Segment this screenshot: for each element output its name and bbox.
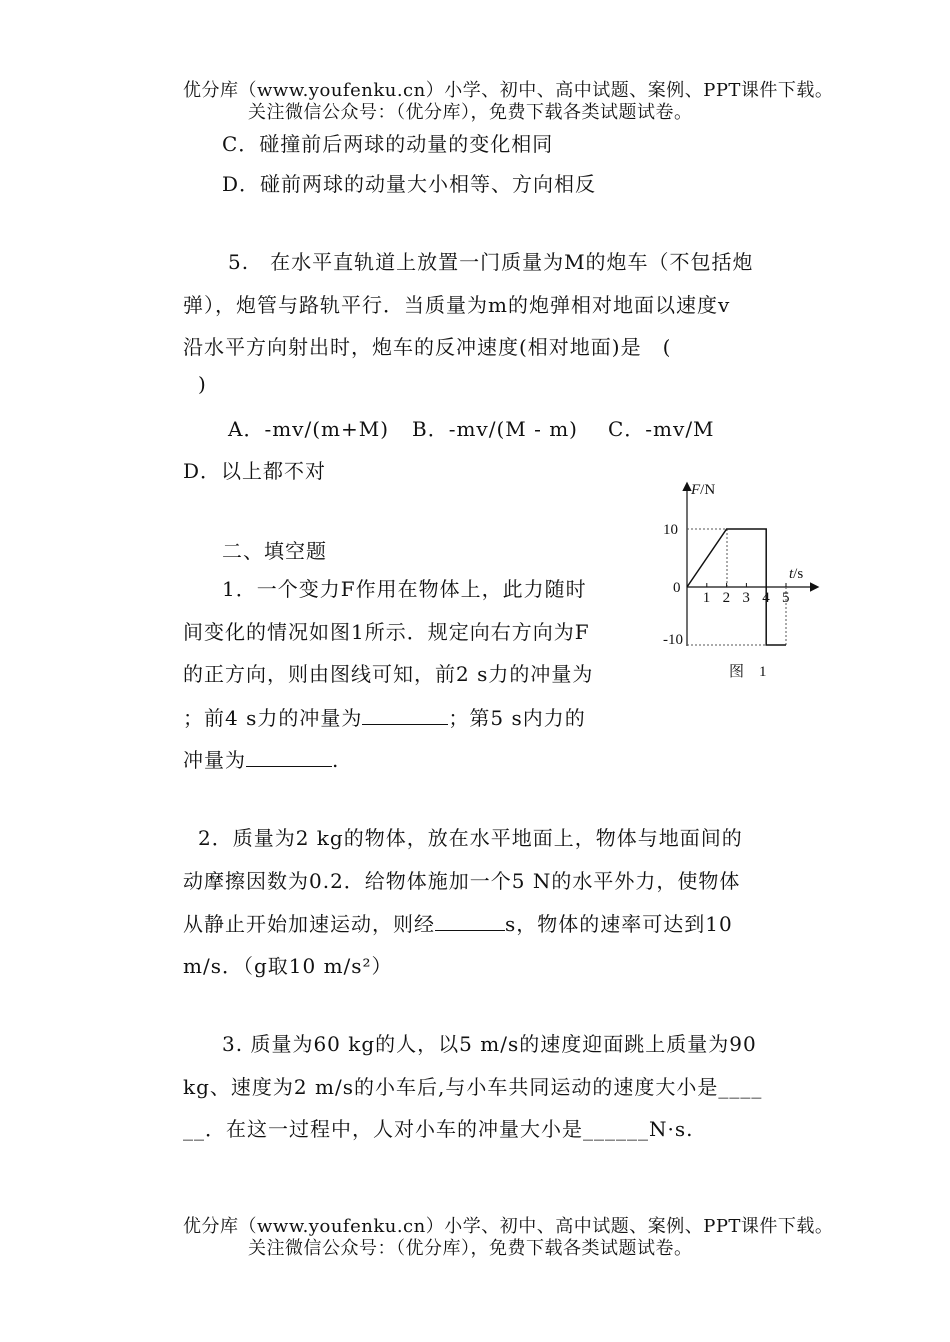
y-tick-10: 10: [663, 522, 678, 538]
x-tick-labels: [703, 590, 790, 606]
f1-line-3: 的正方向，则由图线可知，前2 s力的冲量为: [183, 662, 594, 686]
f1-line-2: 间变化的情况如图1所示．规定向右方向为F: [183, 620, 590, 644]
y-tick-neg10: -10: [663, 632, 683, 648]
x-tick-label-1: 1: [702, 590, 711, 606]
q5-line-1: 5. 在水平直轨道上放置一门质量为M的炮车（不包括炮: [228, 250, 754, 274]
q5-option-b: B．-mv/(M - m): [412, 417, 578, 441]
f1-line-5: [183, 744, 339, 773]
x-tick-label-5: 5: [782, 590, 790, 606]
f1-line-4: [183, 702, 586, 731]
y-axis-label: F/N: [691, 482, 716, 498]
f1-line-5-text-b: .: [332, 748, 340, 772]
x-tick-label-4: 4: [762, 590, 770, 606]
f2-line-3-text-a: 从静止开始加速运动，则经: [183, 912, 435, 936]
header-line-2: 关注微信公众号：（优分库），免费下载各类试题试卷。: [248, 102, 693, 123]
f3-line-3: __．在这一过程中，人对小车的冲量大小是______N·s.: [183, 1117, 694, 1141]
f1-line-4-text-b: ；第5 s内力的: [448, 706, 586, 730]
x-tick-label-3: 3: [742, 590, 750, 606]
q5-line-3: 沿水平方向射出时，炮车的反冲速度(相对地面)是 (: [183, 335, 672, 359]
f2-line-4: m/s．（g取10 m/s²）: [183, 954, 393, 978]
x-tick-label-2: 2: [722, 590, 731, 606]
q5-option-d: D．以上都不对: [183, 459, 327, 483]
f2-line-2: 动摩擦因数为0.2．给物体施加一个5 N的水平外力，使物体: [183, 869, 741, 893]
f1-blank-3[interactable]: [246, 748, 332, 767]
footer-line-1: 优分库（www.youfenku.cn）小学、初中、高中试题、案例、PPT课件下载。: [183, 1216, 834, 1237]
f1-line-1: 1．一个变力F作用在物体上，此力随时: [222, 577, 587, 601]
q4-option-c: C．碰撞前后两球的动量的变化相同: [222, 132, 554, 156]
f1-line-5-text-a: 冲量为: [183, 748, 246, 772]
q5-line-2: 弹），炮管与路轨平行．当质量为m的炮弹相对地面以速度v: [183, 293, 731, 317]
q5-option-a: A．-mv/(m+M): [228, 417, 390, 441]
origin-label: 0: [673, 580, 681, 596]
f3-line-2: kg、速度为2 m/s的小车后,与小车共同运动的速度大小是____: [183, 1075, 763, 1099]
f2-line-3-text-b: s，物体的速率可达到10: [505, 912, 733, 936]
figure-caption: 图 1: [729, 664, 767, 680]
f2-line-3: [183, 908, 733, 937]
f1-blank-2[interactable]: [362, 706, 448, 725]
q5-line-4: ): [198, 372, 207, 396]
f1-line-4-text-a: ；前4 s力的冲量为: [183, 706, 363, 730]
figure-1-chart: [655, 470, 825, 690]
x-axis-label: t/s: [789, 566, 804, 582]
f3-line-1: 3. 质量为60 kg的人，以5 m/s的速度迎面跳上质量为90: [222, 1032, 757, 1056]
q5-option-c: C．-mv/M: [608, 417, 715, 441]
footer-line-2: 关注微信公众号：（优分库），免费下载各类试题试卷。: [248, 1238, 693, 1259]
q4-option-d: D．碰前两球的动量大小相等、方向相反: [222, 172, 597, 196]
f2-line-1: 2．质量为2 kg的物体，放在水平地面上，物体与地面间的: [198, 826, 743, 850]
f2-blank[interactable]: [435, 912, 505, 931]
section-title: 二、填空题: [222, 539, 327, 563]
header-line-1: 优分库（www.youfenku.cn）小学、初中、高中试题、案例、PPT课件下载。: [183, 80, 834, 101]
